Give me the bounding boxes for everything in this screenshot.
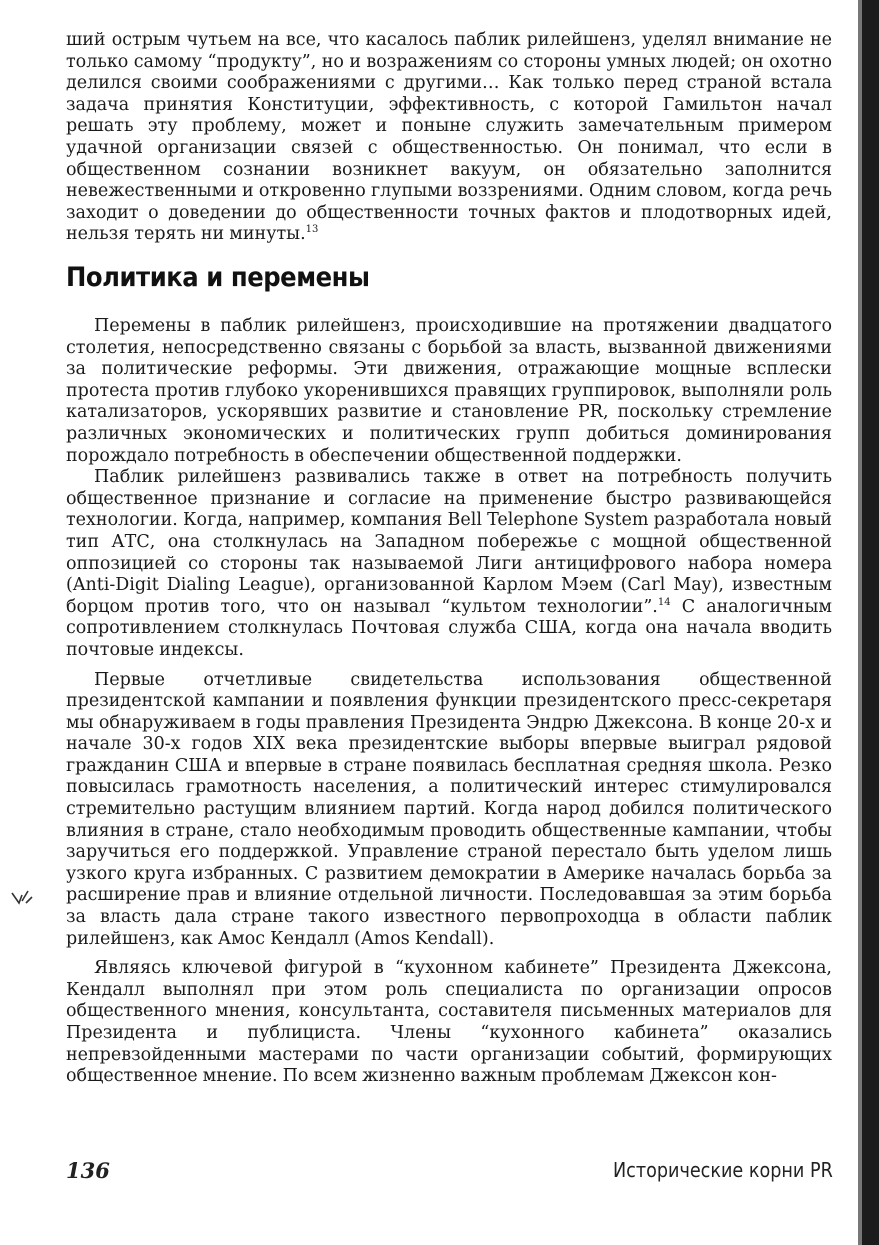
text-body xyxy=(66,316,832,1088)
footnote-ref-14: 14 xyxy=(657,596,671,608)
text-top xyxy=(66,30,832,246)
paragraph-reforms: Перемены в паблик рилейшенз, происходившие на протяжении двадцатого столетия, непосредственно связаны с борьбой за власть, вызванной движениями за политические реформы. Эти движения, отражающие мощные всплески протеста против глубоко укоренившихся правящих группировок, выполняли роль катализаторов, ускорявших развитие и становление PR, поскольку стремление различных экономических и политических групп добиться доминирования порождало потребность в обеспечении общественной поддержки. xyxy=(66,316,832,466)
paragraph-jackson: Первые отчетливые свидетельства использования общественной президентской кампании и появления функции президентского пресс-секретаря мы обнаруживаем в годы правления Президента Эндрю Джексона. В конце 20-х и начале 30-х годов XIX века президентские выборы впервые выиграл рядовой гражданин США и впервые в стране появилась бесплатная средняя школа. Резко повысилась грамотность населения, а политический интерес стимулировался стремительно растущим влиянием партий. Когда народ добился политического влияния в стране, стало необходимым проводить общественные кампании, чтобы заручиться его поддержкой. Управление страной перестало быть уделом лишь узкого круга избранных. С развитием демократии в Америке началась борьба за расширение прав и влияние отдельной личности. Последовавшая за этим борьба за власть дала стране такого известного первопроходца в области паблик рилейшенз, как Амос Кендалл (Amos Kendall). xyxy=(66,669,832,949)
footnote-ref-13: 13 xyxy=(305,224,319,236)
paragraph-kendall: Являясь ключевой фигурой в “кухонном кабинете” Президента Джексона, Кендалл выполнял при этом роль специалиста по организации опросов общественного мнения, консультанта, составителя письменных материалов для Президента и публициста. Члены “кухонного кабинета” оказались непревзойденными мастерами по части организации событий, формирующих общественное мнение. По всем жизненно важным проблемам Джексон кон- xyxy=(66,958,832,1087)
page-number: 136 xyxy=(66,1158,110,1183)
paragraph-technology: Паблик рилейшенз развивались также в ответ на потребность получить общественное признание и согласие на применение быстро развивающейся технологии. Когда, например, компания Bell Telephone System разработала новый тип АТС, она столкнулась на Западном побережье с мощной общественной оппозицией со стороны так называемой Лиги антицифрового набора номера (Anti-Digit Dialing League), организованной Карлом Мэем (Carl May), известным борцом против того, что он называл “культом технологии”.$^{14}$ С аналогичным сопротивлением столкнулась Почтовая служба США, когда она начала вводить почтовые индексы. xyxy=(66,467,832,660)
margin-check-mark-icon xyxy=(10,885,36,909)
paragraph-hamilton: ший острым чутьем на все, что касалось паблик рилейшенз, уделял внимание не только самому “продукту”, но и возражениям со стороны умных людей; он охотно делился своими соображениями с другими… Как только перед страной встала задача принятия Конституции, эффективность, с которой Гамильтон начал решать эту проблему, может и поныне служить замечательным примером удачной организации связей с общественностью. Он понимал, что если в общественном сознании возникнет вакуум, он обязательно заполнится невежественными и откровенно глупыми воззрениями. Одним словом, когда речь заходит о доведении до общественности точных фактов и плодотворных идей, нельзя терять ни минуты.$^{13}$ xyxy=(66,30,832,245)
section-heading: Политика и перемены xyxy=(66,262,370,293)
running-title: Исторические корни PR xyxy=(613,1158,833,1182)
scan-edge-shadow xyxy=(858,0,879,1245)
